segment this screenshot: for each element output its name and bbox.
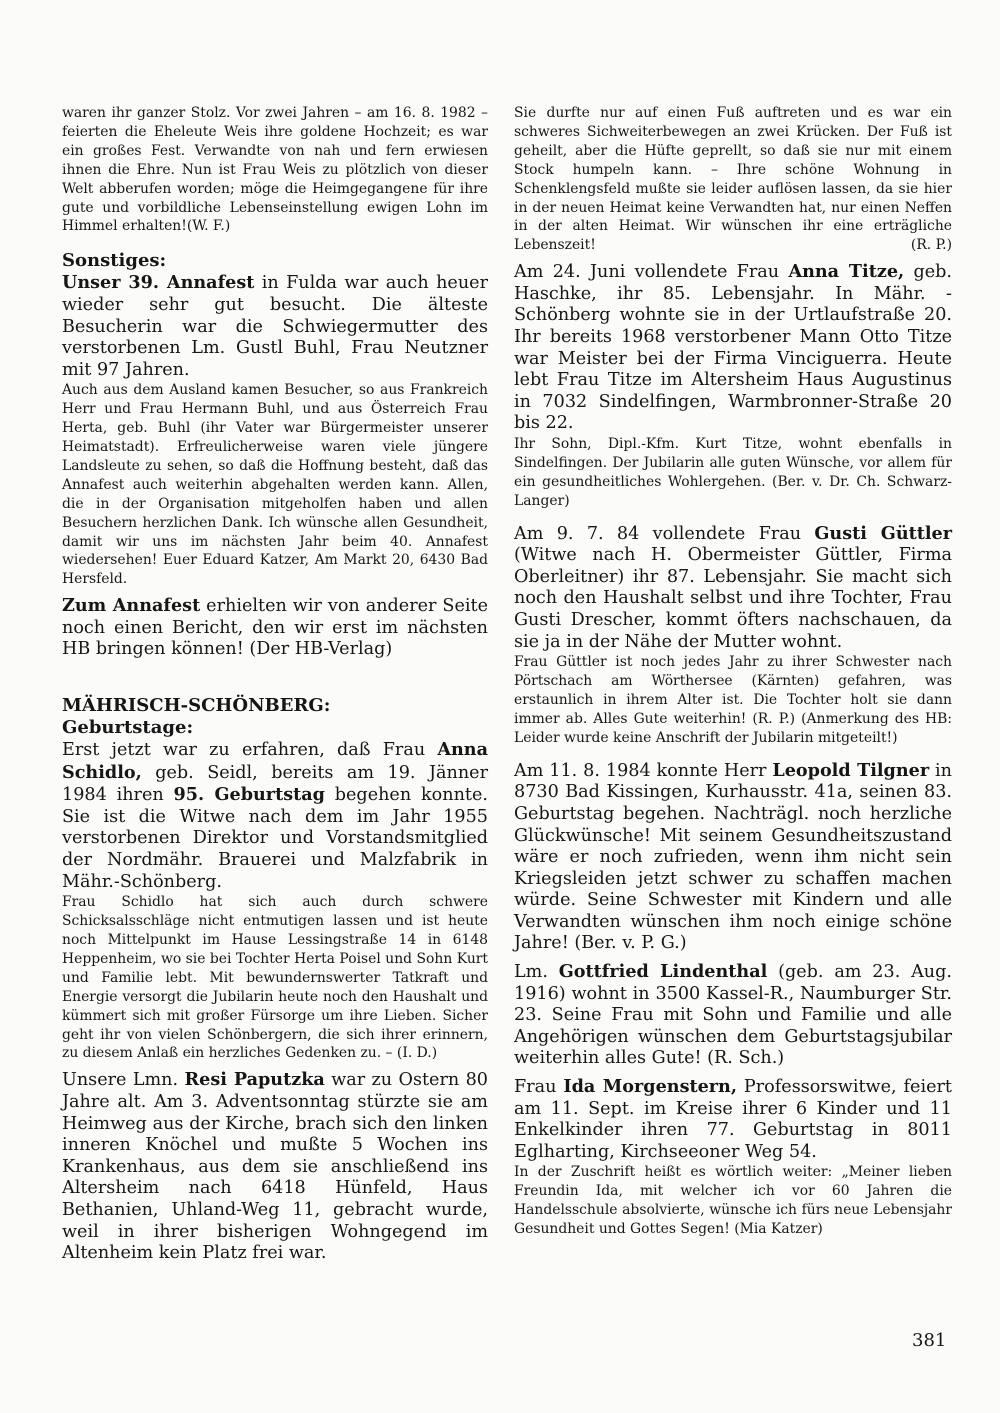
section-heading-sonstiges: Sonstiges: — [62, 250, 167, 272]
paputzka-continued-text: Sie durfte nur auf einen Fuß auftreten und es war ein schweres Sichweiterbewegen an zwei Krücken. Der Fuß ist geheilt, aber die Hüfte geprellt, so daß sie nur mit einem Stock humpeln kann. – Ihre schöne Wohnung in Schenklengsfeld mußte sie leider auflösen lassen, da sie hier in der neuen Heimat keine Verwandten hat, nur einen Neffen in der alten Heimat. Wir wünschen ihr eine erträgliche Lebenszeit! (R. P.) — [514, 105, 952, 254]
right-column — [514, 104, 952, 1239]
morgenstern-detail-text: In der Zuschrift heißt es wörtlich weiter: „Meiner lieben Freundin Ida, mit welcher ich vor 60 Jahren die Handelsschule absolvierte, wünsche ich fürs neue Lebensjahr Gesundheit und Gottes Segen! (Mia Katzer) — [514, 1164, 952, 1238]
left-column — [62, 104, 488, 1265]
weis-obituary-text: waren ihr ganzer Stolz. Vor zwei Jahren – am 16. 8. 1982 – feierten die Eheleute Weis ihre goldene Hochzeit; es war ein großes Fest. Verwandte von nah und fern erwiesen ihnen die Ehre. Nun ist Frau Weis zu plötzlich von dieser Welt abberufen worden; möge die Heimgegangene für ihre gute und vorbildliche Lebenseinstellung ewigen Lohn im Himmel erhalten!(W. F.) — [62, 105, 488, 235]
section-heading-geburtstage: Geburtstage: — [62, 717, 194, 739]
paputzka-signature: (R. P.) — [910, 237, 952, 254]
tilgner-paragraph: Am 11. 8. 1984 konnte Herr Leopold Tilgner in 8730 Bad Kissingen, Kurhausstr. 41a, seinen 83. Geburtstag begehen. Nachträgl. noch herzliche Glückwünsche! Mit seinem Gesundheitszustand wäre er noch zufrieden, wenn ihm nicht sein Kriegsleiden jetzt schwer zu schaffen machen würde. Seine Schwester mit Kindern und alle Verwandten wünschen ihm noch einige schöne Jahre! (Ber. v. P. G.) — [514, 759, 952, 954]
section-heading-region: MÄHRISCH-SCHÖNBERG: — [62, 695, 331, 717]
schidlo-paragraph: Erst jetzt war zu erfahren, daß Frau Anna Schidlo, geb. Seidl, bereits am 19. Jänner 1984 ihren 95. Geburtstag begehen konnte. Sie ist die Witwe nach dem im Jahr 1955 verstorbenen Direktor und Vorstandsmitglied der Nordmähr. Brauerei und Malzfabrik in Mähr.-Schönberg. — [62, 739, 488, 892]
annafest-lead: Unser 39. Annafest — [62, 272, 255, 294]
schidlo-detail-text: Frau Schidlo hat sich auch durch schwere Schicksalsschläge nicht entmutigen lassen und ist heute noch Mittelpunkt im Hause Lessingstraße 14 in 6148 Heppenheim, wo sie bei Tochter Herta Poisel und Sohn Kurt und Familie lebt. Mit bewundernswerter Tatkraft und Energie versorgt die Jubilarin heute noch den Haushalt und kümmert sich mit großer Fürsorge um ihre Lieben. Sicher geht ihr von vielen Schönbergern, die sich ihrer erinnern, zu diesem Anlaß ein herzliches Gedenken zu. – (I. D.) — [62, 894, 488, 1062]
annafest-report-text: Auch aus dem Ausland kamen Besucher, so aus Frankreich Herr und Frau Hermann Buhl, und aus Österreich Frau Herta, geb. Buhl (ihr Vater war Bürgermeister unserer Heimatstadt). Erfreulicherweise waren viele jüngere Landsleute zu sehen, so daß die Hoffnung besteht, daß das Annafest auch weiterhin abgehalten werden kann. Allen, die in der Organisation mitgeholfen haben und allen Besuchern herzlichen Dank. Ich wünsche allen Gesundheit, damit wir uns im nächsten Jahr beim 40. Annafest wiedersehen! Euer Eduard Katzer, Am Markt 20, 6430 Bad Hersfeld. — [62, 382, 488, 588]
zum-annafest-lead: Zum Annafest — [62, 595, 201, 617]
zum-annafest-paragraph: Zum Annafest erhielten wir von anderer Seite noch einen Bericht, den wir erst im nächsten HB bringen können! (Der HB-Verlag) — [62, 595, 488, 660]
paputzka-paragraph: Unsere Lmn. Resi Paputzka war zu Ostern 80 Jahre alt. Am 3. Adventsonntag stürzte sie am Heimweg aus der Kirche, brach sich den linken inneren Knöchel und mußte 5 Wochen ins Krankenhaus, aus dem sie anschließend ins Altersheim nach 6418 Hünfeld, Haus Bethanien, Uhland-Weg 11, gebracht wurde, weil in ihrer bisherigen Wohngegend im Altenheim kein Platz frei war. — [62, 1069, 488, 1264]
morgenstern-paragraph: Frau Ida Morgenstern, Professorswitwe, feiert am 11. Sept. im Kreise ihrer 6 Kinder und 11 Enkelkinder ihren 77. Geburtstag in 8011 Eglharting, Kirchseeoner Weg 54. — [514, 1076, 952, 1162]
lindenthal-paragraph: Lm. Gottfried Lindenthal (geb. am 23. Aug. 1916) wohnt in 3500 Kassel-R., Naumburger Str. 23. Seine Frau mit Sohn und Familie und alle Angehörigen wünschen dem Geburtstagsjubilar weiterhin alles Gute! (R. Sch.) — [514, 961, 952, 1069]
titze-paragraph: Am 24. Juni vollendete Frau Anna Titze, geb. Haschke, ihr 85. Lebensjahr. In Mähr. -Schönberg wohnte sie in der Urtlaufstraße 20. Ihr bereits 1968 verstorbener Mann Otto Titze war Meister bei der Firma Vinciguerra. Heute lebt Frau Titze im Altersheim Haus Augustinus in 7032 Sindelfingen, Warmbronner-Straße 20 bis 22. — [514, 261, 952, 434]
guettler-detail-text: Frau Güttler ist noch jedes Jahr zu ihrer Schwester nach Pörtschach am Wörthersee (Kärnten) gefahren, was erstaunlich in ihrem Alter ist. Die Tochter holt sie dann immer ab. Alles Gute weiterhin! (R. P.) (Anmerkung des HB: Leider wurde keine Anschrift der Jubilarin mitgeteilt!) — [514, 654, 952, 746]
page-number: 381 — [912, 1330, 947, 1351]
annafest-paragraph: Unser 39. Annafest in Fulda war auch heuer wieder sehr gut besucht. Die älteste Besucherin war die Schwiegermutter des verstorbenen Lm. Gustl Buhl, Frau Neutzner mit 97 Jahren. — [62, 272, 489, 380]
titze-detail-text: Ihr Sohn, Dipl.-Kfm. Kurt Titze, wohnt ebenfalls in Sindelfingen. Der Jubilarin alle guten Wünsche, vor allem für ein gesundheitliches Wohlergehen. (Ber. v. Dr. Ch. Schwarz-Langer) — [514, 436, 952, 509]
guettler-paragraph: Am 9. 7. 84 vollendete Frau Gusti Güttler (Witwe nach H. Obermeister Güttler, Firma Oberleitner) ihr 87. Lebensjahr. Sie macht sich noch den Haushalt selbst und ihre Tochter, Frau Gusti Drescher, kommt öfters nachschauen, da sie ja in der Nähe der Mutter wohnt. — [514, 522, 953, 652]
